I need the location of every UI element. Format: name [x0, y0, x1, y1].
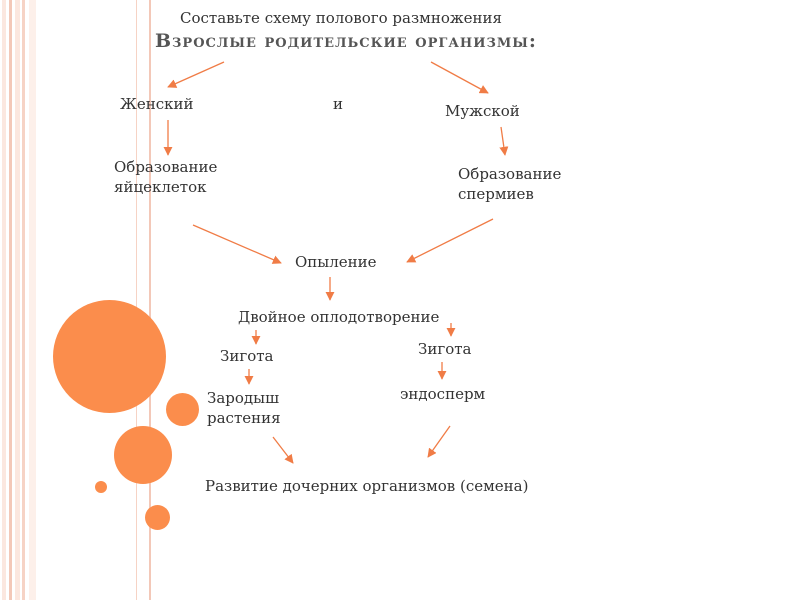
arrow-eggs-pollination — [193, 225, 281, 263]
arrow-endosperm-development — [428, 426, 450, 457]
node-development: Развитие дочерних организмов (семена) — [205, 477, 529, 495]
node-and: и — [333, 95, 343, 113]
slide-title: Составьте схему полового размножения — [180, 9, 502, 27]
node-egg-formation: Образование яйцеклеток — [114, 158, 218, 196]
node-embryo: Зародыш растения — [207, 389, 281, 427]
node-zygote-left: Зигота — [220, 347, 274, 365]
node-female: Женский — [120, 95, 194, 113]
slide-subtitle: Взрослые родительские организмы: — [155, 30, 537, 52]
node-endosperm: эндосперм — [400, 385, 486, 403]
arrow-to-male — [431, 62, 488, 93]
node-zygote-right: Зигота — [418, 340, 472, 358]
arrow-embryo-development — [273, 437, 293, 463]
node-double-fertilization: Двойное оплодотворение — [238, 308, 440, 326]
arrow-to-female — [168, 62, 224, 87]
node-pollination: Опыление — [295, 253, 377, 271]
arrow-sperm-pollination — [407, 219, 493, 262]
node-male: Мужской — [445, 102, 520, 120]
arrow-male-sperm — [501, 127, 505, 155]
node-sperm-formation: Образование спермиев — [458, 165, 562, 203]
